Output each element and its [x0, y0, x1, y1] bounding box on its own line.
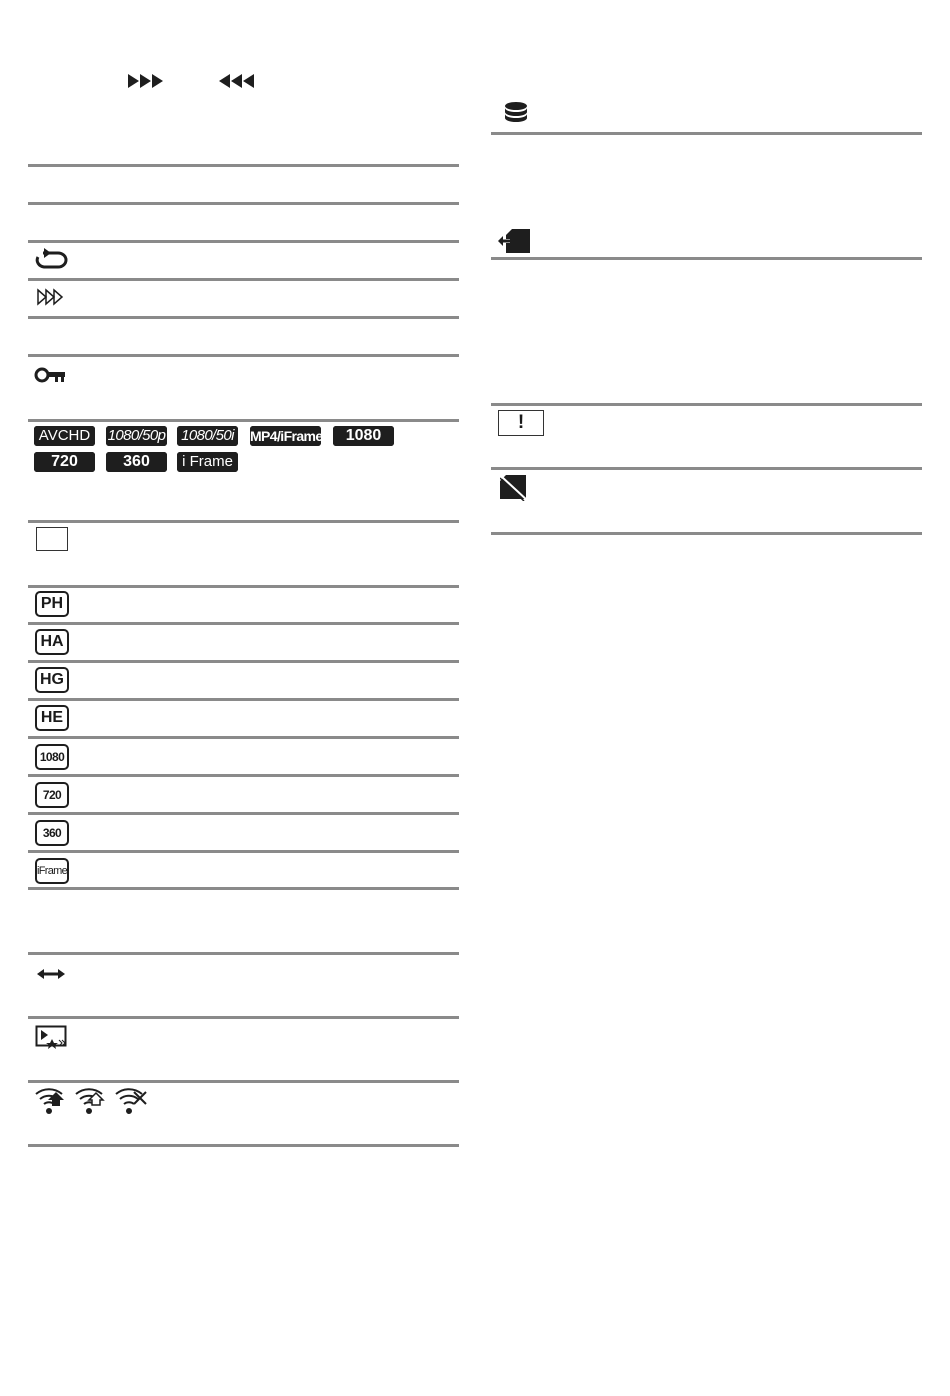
- quality-badge-iframe: iFrame: [35, 858, 69, 884]
- divider: [28, 850, 459, 853]
- divider: [28, 1080, 459, 1083]
- divider: [28, 419, 459, 422]
- quality-badge-1080: 1080: [35, 744, 69, 770]
- divider: [28, 240, 459, 243]
- divider: [28, 164, 459, 167]
- divider: [28, 952, 459, 955]
- playback-highlight-icon: [35, 1025, 69, 1049]
- divider: [28, 698, 459, 701]
- wireless-upload-icon: [34, 1086, 68, 1116]
- divider: [28, 354, 459, 357]
- divider: [28, 622, 459, 625]
- divider: [28, 660, 459, 663]
- divider: [491, 132, 922, 135]
- divider: [491, 257, 922, 260]
- no-card-icon: [500, 475, 530, 501]
- format-1080-50p: 1080/50p: [107, 427, 166, 444]
- double-arrow-icon: [37, 968, 65, 980]
- format-mp4-iframe: MP4/iFrame: [250, 428, 323, 444]
- internal-memory-icon: [503, 102, 529, 126]
- warning-mark: !: [517, 412, 525, 433]
- outline-fast-forward-icon: [37, 288, 65, 306]
- rewind-icon: [219, 72, 255, 90]
- divider: [28, 278, 459, 281]
- divider: [28, 887, 459, 890]
- divider: [28, 202, 459, 205]
- divider: [28, 774, 459, 777]
- format-720: 720: [34, 452, 95, 472]
- divider: [28, 520, 459, 523]
- card-insert-icon: [498, 229, 532, 255]
- divider: [28, 1144, 459, 1147]
- format-360: 360: [106, 452, 167, 472]
- quality-badge-720: 720: [35, 782, 69, 808]
- divider: [28, 812, 459, 815]
- format-avchd: AVCHD: [34, 426, 95, 446]
- divider: [491, 403, 922, 406]
- divider: [491, 467, 922, 470]
- quality-badge-hg: HG: [35, 667, 69, 693]
- divider: [28, 585, 459, 588]
- wireless-outline-upload-icon: [74, 1086, 108, 1116]
- quality-badge-ha: HA: [35, 629, 69, 655]
- format-iframe: i Frame: [177, 452, 238, 472]
- wireless-disconnected-icon: [114, 1086, 148, 1116]
- format-1080-50i: 1080/50i: [177, 426, 238, 446]
- divider: [28, 736, 459, 739]
- quality-badge-360: 360: [35, 820, 69, 846]
- format-1080: 1080: [333, 426, 394, 446]
- quality-badge-ph: PH: [35, 591, 69, 617]
- divider: [28, 316, 459, 319]
- blank-box-icon: [36, 527, 68, 551]
- quality-badge-he: HE: [35, 705, 69, 731]
- warning-icon: [498, 410, 544, 436]
- divider: [491, 532, 922, 535]
- repeat-icon: [34, 248, 68, 272]
- key-icon: [34, 366, 66, 384]
- divider: [28, 1016, 459, 1019]
- fast-forward-icon: [128, 72, 164, 90]
